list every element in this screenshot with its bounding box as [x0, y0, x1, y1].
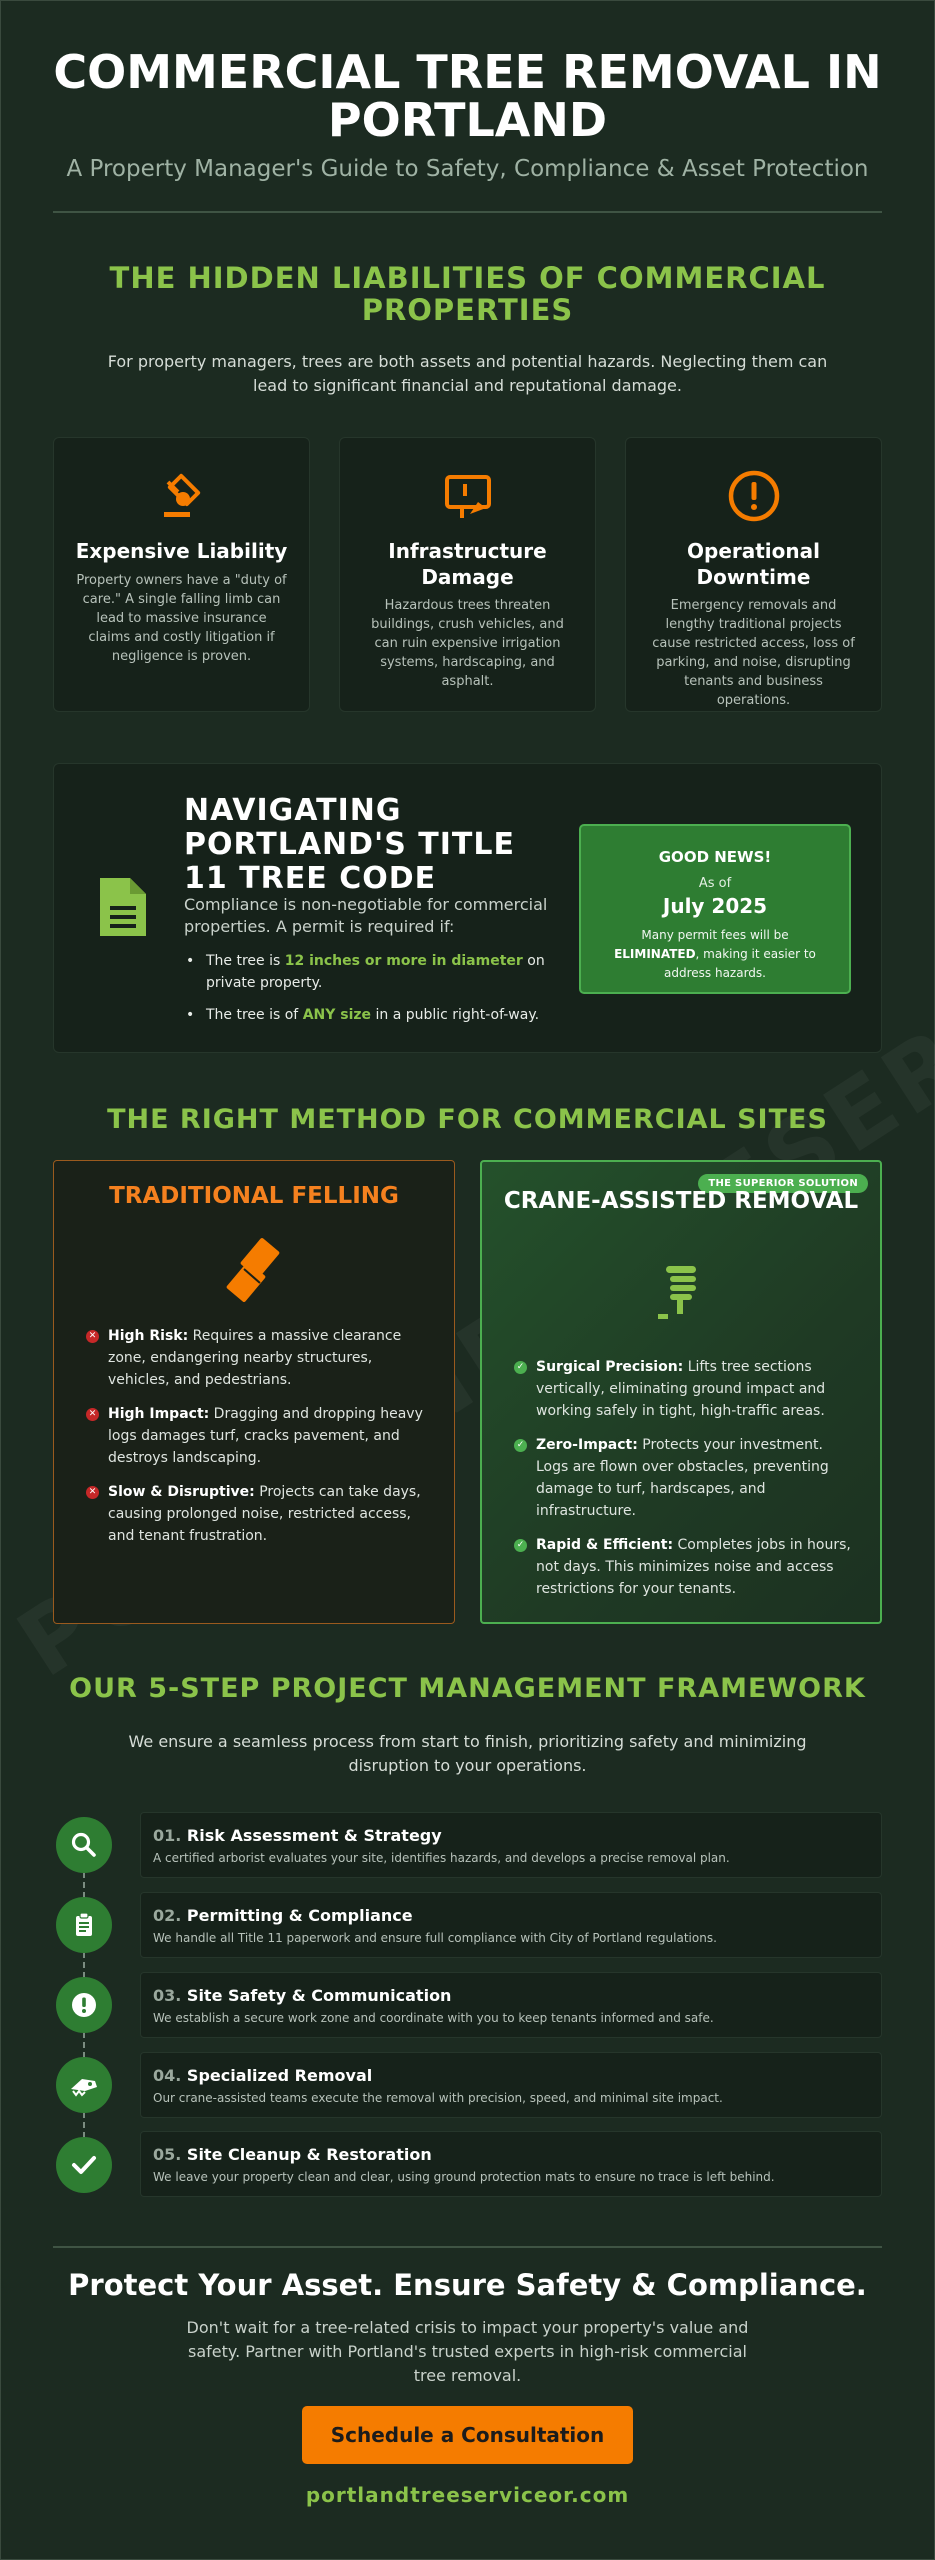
check-icon: ✓ — [514, 1361, 527, 1374]
methods-title: THE RIGHT METHOD FOR COMMERCIAL SITES — [107, 1104, 828, 1135]
traditional-drawbacks — [86, 1325, 428, 1559]
card-title: Expensive Liability — [75, 539, 288, 563]
drawback-item: ✕ Slow & Disruptive: Projects can take days, causing prolonged noise, restricted access, and tenant frustration. — [86, 1481, 428, 1547]
check-icon: ✓ — [514, 1439, 527, 1452]
x-icon: ✕ — [86, 1486, 99, 1499]
benefit-item: ✓ Rapid & Efficient: Completes jobs in hours, not days. This minimizes noise and access restrictions for your tenants. — [514, 1534, 854, 1600]
step-title: Site Safety & Communication — [186, 1986, 452, 2005]
card-text: Hazardous trees threaten buildings, crush vehicles, and can ruin expensive irrigation systems, hardscaping, and asphalt. — [371, 598, 564, 689]
step-icon — [56, 2057, 112, 2113]
step-text: We establish a secure work zone and coordinate with you to keep tenants informed and safe. — [153, 2011, 714, 2025]
step-card — [140, 1972, 882, 2038]
step-number: 03. — [153, 1986, 182, 2005]
step-text: A certified arborist evaluates your site, identifies hazards, and develops a precise removal plan. — [153, 1851, 730, 1865]
framework-title: OUR 5-STEP PROJECT MANAGEMENT FRAMEWORK — [69, 1673, 866, 1704]
requirement-item: • The tree is of ANY size in a public right-of-way. — [184, 1004, 564, 1026]
page-subtitle: A Property Manager's Guide to Safety, Compliance & Asset Protection — [66, 156, 869, 182]
crane-benefits — [514, 1356, 854, 1612]
gavel-icon — [154, 468, 210, 524]
good-news-heading: GOOD NEWS! — [658, 848, 772, 866]
step-title: Permitting & Compliance — [186, 1906, 413, 1925]
step-title: Specialized Removal — [186, 2066, 373, 2085]
step-icon — [56, 1817, 112, 1873]
x-icon: ✕ — [86, 1408, 99, 1421]
traditional-title: TRADITIONAL FELLING — [109, 1183, 399, 1209]
falling-log-icon — [226, 1237, 286, 1303]
step-text: We handle all Title 11 paperwork and ensure full compliance with City of Portland regulations. — [153, 1931, 717, 1945]
card-title: Infrastructure Damage — [388, 539, 547, 589]
good-news-box — [579, 824, 851, 994]
good-news-text: Many permit fees will be ELIMINATED, making it easier to address hazards. — [614, 928, 816, 980]
drawback-item: ✕ High Impact: Dragging and dropping heavy logs damages turf, cracks pavement, and destroys landscaping. — [86, 1403, 428, 1469]
alert-icon — [70, 1991, 98, 2019]
step-title: Risk Assessment & Strategy — [186, 1826, 442, 1845]
check-icon — [70, 2151, 98, 2179]
divider — [53, 2246, 882, 2248]
step-icon — [56, 2137, 112, 2193]
step-number: 02. — [153, 1906, 182, 1925]
step-card — [140, 2131, 882, 2197]
document-icon — [96, 874, 150, 940]
step-text: Our crane-assisted teams execute the removal with precision, speed, and minimal site impact. — [153, 2091, 723, 2105]
cta-text: Don't wait for a tree-related crisis to impact your property's value and safety. Partner with Portland's trusted experts in high-risk commercial tree removal. — [186, 2318, 749, 2385]
step-card — [140, 1892, 882, 1958]
website-link[interactable]: portlandtreeserviceor.com — [305, 2483, 630, 2507]
title11-lead: Compliance is non-negotiable for commercial properties. A permit is required if: — [184, 895, 548, 936]
step-icon — [56, 1977, 112, 2033]
title11-heading: NAVIGATING PORTLAND'S TITLE 11 TREE CODE — [184, 793, 515, 896]
liability-card-downtime — [625, 437, 882, 712]
drawback-item: ✕ High Risk: Requires a massive clearance zone, endangering nearby structures, vehicles, and pedestrians. — [86, 1325, 428, 1391]
step-title: Site Cleanup & Restoration — [186, 2145, 432, 2164]
superior-solution-badge: THE SUPERIOR SOLUTION — [698, 1174, 868, 1193]
benefit-item: ✓ Zero-Impact: Protects your investment. Logs are flown over obstacles, preventing damage to turf, hardscapes, and infrastructure. — [514, 1434, 854, 1522]
liabilities-intro: For property managers, trees are both assets and potential hazards. Neglecting them can lead to significant financial and reputational damage. — [107, 352, 828, 395]
step-card — [140, 2052, 882, 2118]
liability-card-expensive — [53, 437, 310, 712]
framework-intro: We ensure a seamless process from start to finish, prioritizing safety and minimizing disruption to your operations. — [128, 1732, 807, 1775]
step-number: 05. — [153, 2145, 182, 2164]
alert-circle-icon — [726, 468, 782, 524]
step-icon — [56, 1897, 112, 1953]
page-title: COMMERCIAL TREE REMOVAL IN PORTLAND — [53, 45, 882, 147]
step-connector — [83, 1952, 85, 1978]
benefit-item: ✓ Surgical Precision: Lifts tree sections vertically, eliminating ground impact and working safely in tight, high-traffic areas. — [514, 1356, 854, 1422]
requirement-item: • The tree is 12 inches or more in diameter on private property. — [184, 950, 564, 994]
step-connector — [83, 1872, 85, 1898]
card-text: Property owners have a "duty of care." A single falling limb can lead to massive insurance claims and costly litigation if negligence is proven. — [76, 573, 287, 664]
card-title: Operational Downtime — [687, 539, 820, 589]
cta-title: Protect Your Asset. Ensure Safety & Compliance. — [68, 2268, 867, 2302]
x-icon: ✕ — [86, 1330, 99, 1343]
schedule-consultation-button[interactable]: Schedule a Consultation — [302, 2406, 633, 2464]
search-icon — [70, 1831, 98, 1859]
permit-requirements — [184, 950, 564, 1036]
crane-title: CRANE-ASSISTED REMOVAL — [503, 1188, 859, 1214]
step-number: 01. — [153, 1826, 182, 1845]
step-connector — [83, 2032, 85, 2058]
liabilities-title: THE HIDDEN LIABILITIES OF COMMERCIAL PROPERTIES — [109, 261, 826, 327]
traditional-felling-card — [53, 1160, 455, 1624]
good-news-as-of: As of — [698, 876, 732, 891]
check-icon: ✓ — [514, 1539, 527, 1552]
divider — [53, 211, 882, 213]
good-news-date: July 2025 — [662, 894, 768, 918]
crane-hook-icon — [652, 1262, 712, 1324]
saw-icon — [68, 2071, 100, 2099]
liability-card-infrastructure — [339, 437, 596, 712]
damaged-sign-icon — [440, 468, 496, 524]
step-connector — [83, 2112, 85, 2138]
card-text: Emergency removals and lengthy traditional projects cause restricted access, loss of parking, and noise, disrupting tenants and business operations. — [652, 598, 855, 708]
crane-assisted-card — [480, 1160, 882, 1624]
step-text: We leave your property clean and clear, using ground protection mats to ensure no trace is left behind. — [153, 2170, 775, 2184]
title11-panel — [53, 763, 882, 1053]
clipboard-icon — [70, 1911, 98, 1939]
step-card — [140, 1812, 882, 1878]
step-number: 04. — [153, 2066, 182, 2085]
